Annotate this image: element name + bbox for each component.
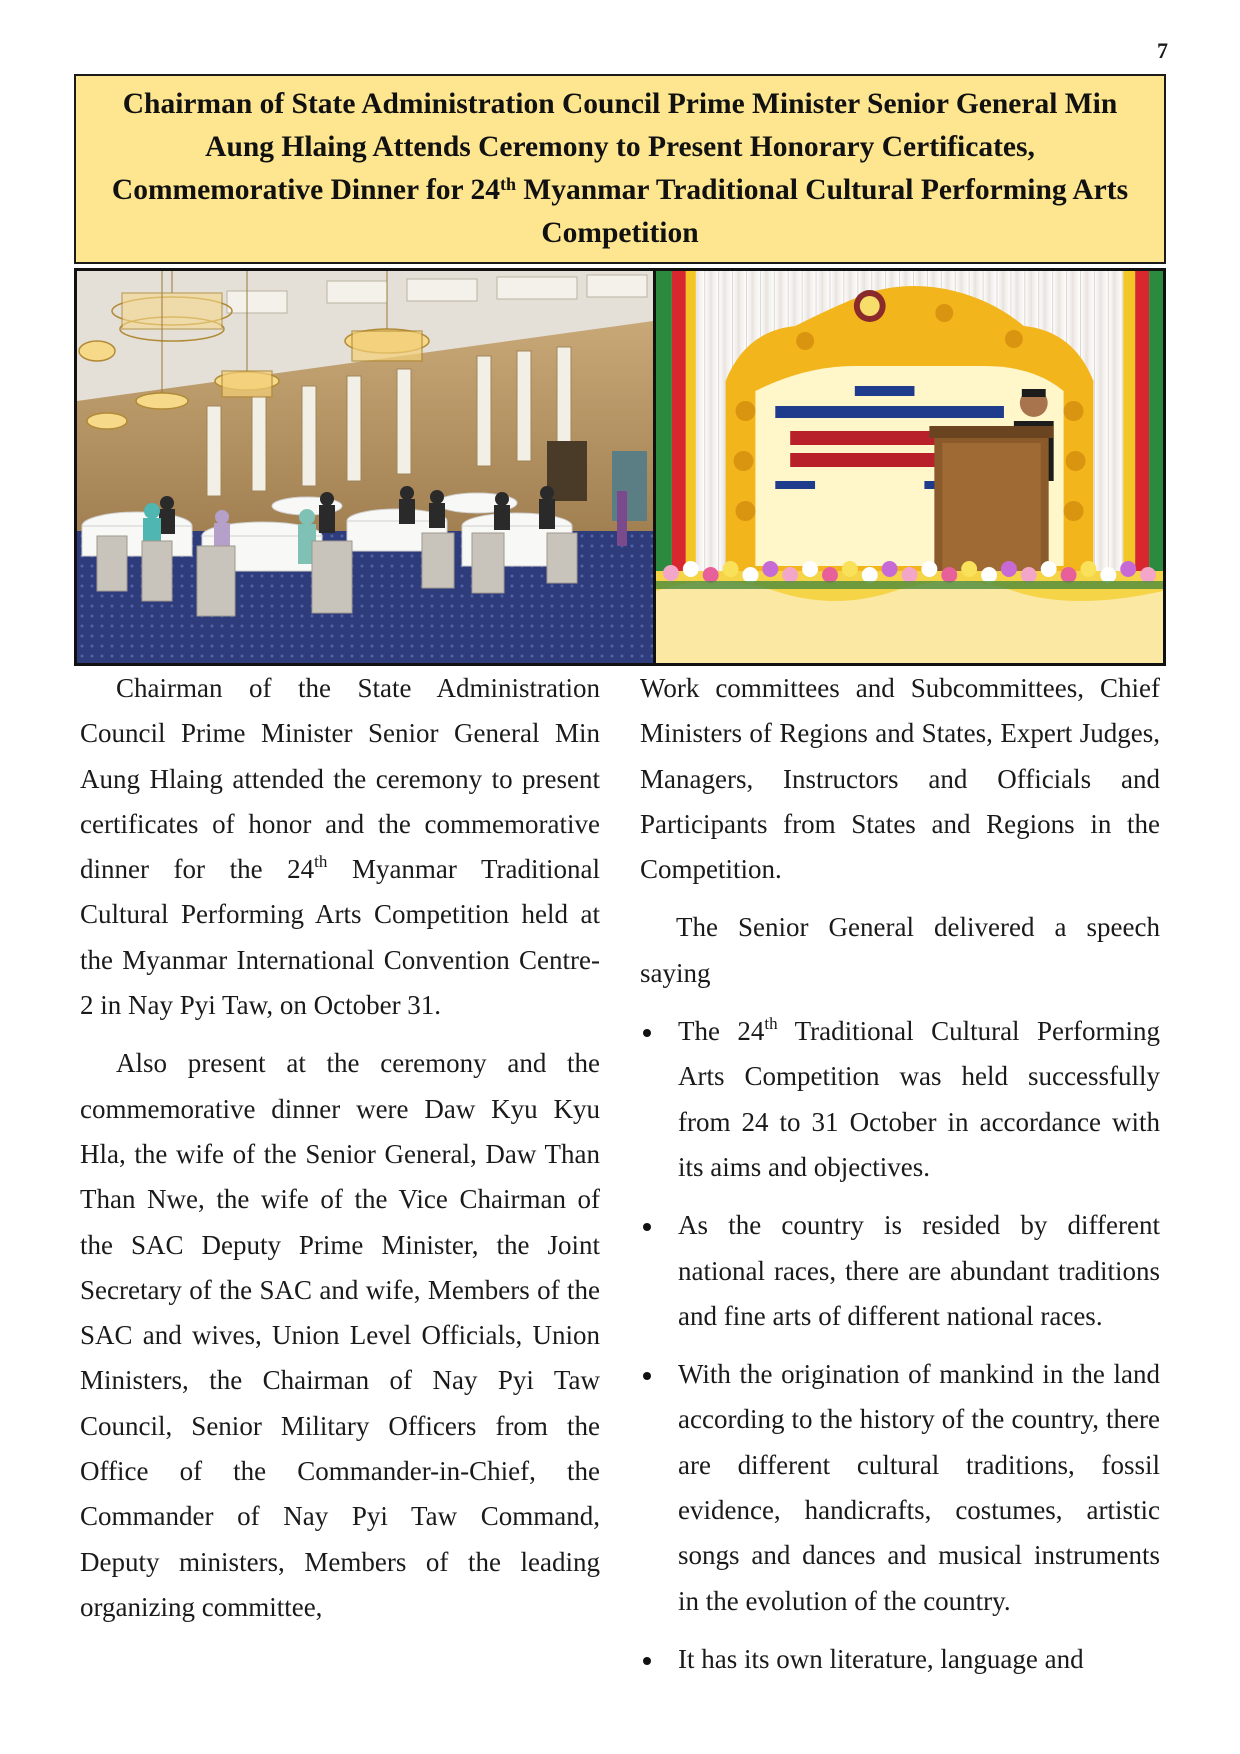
speech-point: The 24th Traditional Cultural Performing Arts Competition was held successfully from 24 to 31 October in accordance with its aims and objectives.	[640, 1009, 1160, 1190]
banquet-hall-photo	[77, 271, 656, 663]
paragraph-attendees: Also present at the ceremony and the commemorative dinner were Daw Kyu Kyu Hla, the wife of the Senior General, Daw Than Than Nwe, the wife of the Vice Chairman of the SAC Deputy Prime Minister, the Joint Secretary of the SAC and wife, Members of the SAC and wives, Union Level Officials, Union Ministers, the Chairman of Nay Pyi Taw Council, Senior Military Officers from the Office of the Commander-in-Chief, the Commander of Nay Pyi Taw Command, Deputy ministers, Members of the leading organizing committee,	[80, 1048, 600, 1622]
speech-point: As the country is resided by different national races, there are abundant traditions and fine arts of different national races.	[640, 1203, 1160, 1339]
paragraph-speech-intro: The Senior General delivered a speech saying	[640, 912, 1160, 988]
speech-points-list	[640, 1009, 1160, 1682]
article-column-right	[640, 666, 1160, 1695]
page-number: 7	[1157, 38, 1168, 63]
paragraph-attendees-continued: Work committees and Subcommittees, Chief Ministers of Regions and States, Expert Judges, Managers, Instructors and Officials and Participants from States and Regions in the Competition.	[640, 673, 1160, 885]
stage-speech-photo	[656, 271, 1163, 663]
speech-point: With the origination of mankind in the land according to the history of the country, there are different cultural traditions, fossil evidence, handicrafts, costumes, artistic songs and dances and musical instruments in the evolution of the country.	[640, 1352, 1160, 1624]
article-column-left	[80, 666, 600, 1643]
photo-strip	[74, 268, 1166, 666]
paragraph-intro: Chairman of the State Administration Council Prime Minister Senior General Min Aung Hlaing attended the ceremony to present certificates of honor and the commemorative dinner for the 24th Myanmar Traditional Cultural Performing Arts Competition held at the Myanmar International Convention Centre-2 in Nay Pyi Taw, on October 31.	[80, 673, 600, 1021]
headline: Chairman of State Administration Council Prime Minister Senior General Min Aung Hlaing Attends Ceremony to Present Honorary Certificates, Commemorative Dinner for 24th Myanmar Traditional Cultural Performing Arts Competition	[111, 88, 1129, 249]
speech-point: It has its own literature, language and	[640, 1637, 1160, 1682]
headline-box	[74, 74, 1166, 264]
